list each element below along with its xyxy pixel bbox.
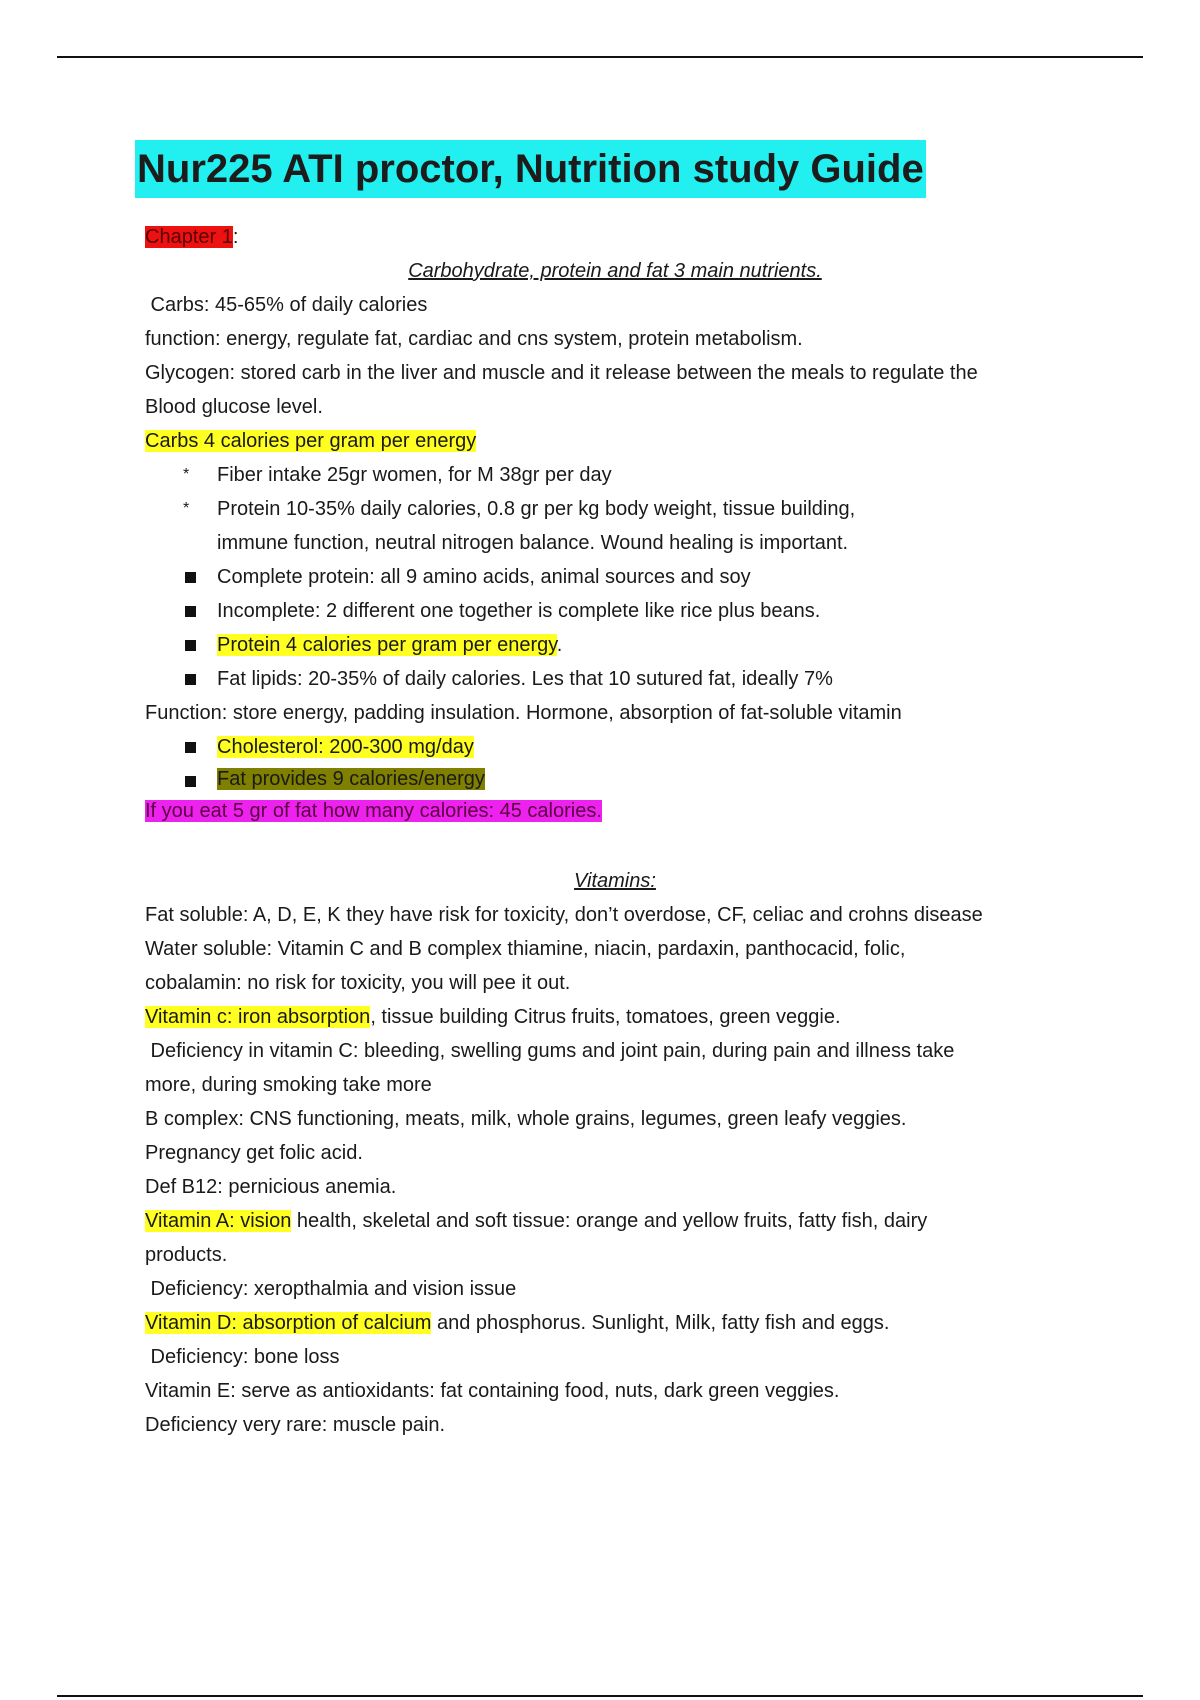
square-bullet-icon	[185, 640, 196, 651]
square-bullet-icon	[185, 742, 196, 753]
list-item: * Fiber intake 25gr women, for M 38gr per day	[145, 458, 1085, 492]
vitamin-d-highlight: Vitamin D: absorption of calcium	[145, 1312, 432, 1334]
document-title: Nur225 ATI proctor, Nutrition study Guide	[135, 140, 926, 198]
bottom-rule	[57, 1695, 1143, 1697]
chapter-label: Chapter 1:	[145, 226, 239, 248]
protein-calories-highlight: Protein 4 calories per gram per energy	[217, 634, 557, 656]
list-item: Complete protein: all 9 amino acids, animal sources and soy	[145, 560, 1085, 594]
vitamin-e-deficiency: Deficiency very rare: muscle pain.	[145, 1414, 446, 1436]
cholesterol-highlight: Cholesterol: 200-300 mg/day	[217, 736, 474, 758]
list-item: Protein 4 calories per gram per energy.	[145, 628, 1085, 662]
list-item	[145, 730, 1085, 764]
carbs-calories	[145, 424, 1085, 458]
pregnancy-note: Pregnancy get folic acid.	[145, 1142, 363, 1164]
fat-question-highlight: If you eat 5 gr of fat how many calories: 45 calories.	[145, 800, 602, 822]
vitamin-c-deficiency: Deficiency in vitamin C: bleeding, swelling gums and joint pain, during pain and illness take	[145, 1040, 955, 1062]
vitamin-a-deficiency: Deficiency: xeropthalmia and vision issue	[145, 1278, 517, 1300]
glycogen-text-cont: Blood glucose level.	[145, 396, 323, 418]
fat-calories-highlight: Fat provides 9 calories/energy	[217, 768, 485, 790]
vitamin-c: Vitamin c: iron absorption, tissue building Citrus fruits, tomatoes, green veggie.	[145, 1006, 841, 1028]
star-bullet-icon: *	[183, 500, 190, 517]
document-page	[137, 140, 1085, 1442]
section-heading-nutrients: Carbohydrate, protein and fat 3 main nutrients.	[408, 260, 822, 282]
vitamin-c-highlight: Vitamin c: iron absorption	[145, 1006, 371, 1028]
water-soluble-cont: cobalamin: no risk for toxicity, you will pee it out.	[145, 972, 571, 994]
carbs-percent: Carbs: 45-65% of daily calories	[145, 294, 428, 316]
list-item: Fat lipids: 20-35% of daily calories. Les that 10 sutured fat, ideally 7%	[145, 662, 1085, 696]
vitamin-a-cont: products.	[145, 1244, 228, 1266]
fat-question	[145, 794, 1085, 828]
carbs-function: function: energy, regulate fat, cardiac and cns system, protein metabolism.	[145, 328, 803, 350]
carbs-calories-highlight: Carbs 4 calories per gram per energy	[145, 430, 477, 452]
square-bullet-icon	[185, 674, 196, 685]
square-bullet-icon	[185, 776, 196, 787]
vitamin-a-highlight: Vitamin A: vision	[145, 1210, 292, 1232]
vitamin-e: Vitamin E: serve as antioxidants: fat containing food, nuts, dark green veggies.	[145, 1380, 840, 1402]
vitamin-c-deficiency-cont: more, during smoking take more	[145, 1074, 432, 1096]
fat-function: Function: store energy, padding insulation. Hormone, absorption of fat-soluble vitamin	[145, 702, 902, 724]
list-item: Incomplete: 2 different one together is complete like rice plus beans.	[145, 594, 1085, 628]
list-item	[145, 764, 1085, 794]
vitamin-d-deficiency: Deficiency: bone loss	[145, 1346, 340, 1368]
top-rule	[57, 56, 1143, 58]
vitamin-d: Vitamin D: absorption of calcium and phosphorus. Sunlight, Milk, fatty fish and eggs.	[145, 1312, 890, 1334]
water-soluble: Water soluble: Vitamin C and B complex thiamine, niacin, pardaxin, panthocacid, folic,	[145, 938, 906, 960]
square-bullet-icon	[185, 572, 196, 583]
fat-soluble: Fat soluble: A, D, E, K they have risk for toxicity, don’t overdose, CF, celiac and crohns disease	[145, 904, 983, 926]
vitamin-a: Vitamin A: vision health, skeletal and soft tissue: orange and yellow fruits, fatty fish, dairy	[145, 1210, 928, 1232]
square-list	[145, 560, 1085, 696]
square-bullet-icon	[185, 606, 196, 617]
def-b12: Def B12: pernicious anemia.	[145, 1176, 397, 1198]
section-heading-vitamins: Vitamins:	[574, 870, 656, 892]
square-list-fat	[145, 730, 1085, 794]
b-complex: B complex: CNS functioning, meats, milk, whole grains, legumes, green leafy veggies.	[145, 1108, 907, 1130]
list-item: * Protein 10-35% daily calories, 0.8 gr per kg body weight, tissue building,	[145, 492, 1085, 526]
chapter-highlight: Chapter 1	[145, 226, 233, 248]
list-item-cont: immune function, neutral nitrogen balance. Wound healing is important.	[217, 532, 849, 554]
glycogen-text: Glycogen: stored carb in the liver and muscle and it release between the meals to regulate the	[145, 362, 978, 384]
star-list	[145, 458, 1085, 560]
star-bullet-icon: *	[183, 466, 190, 483]
